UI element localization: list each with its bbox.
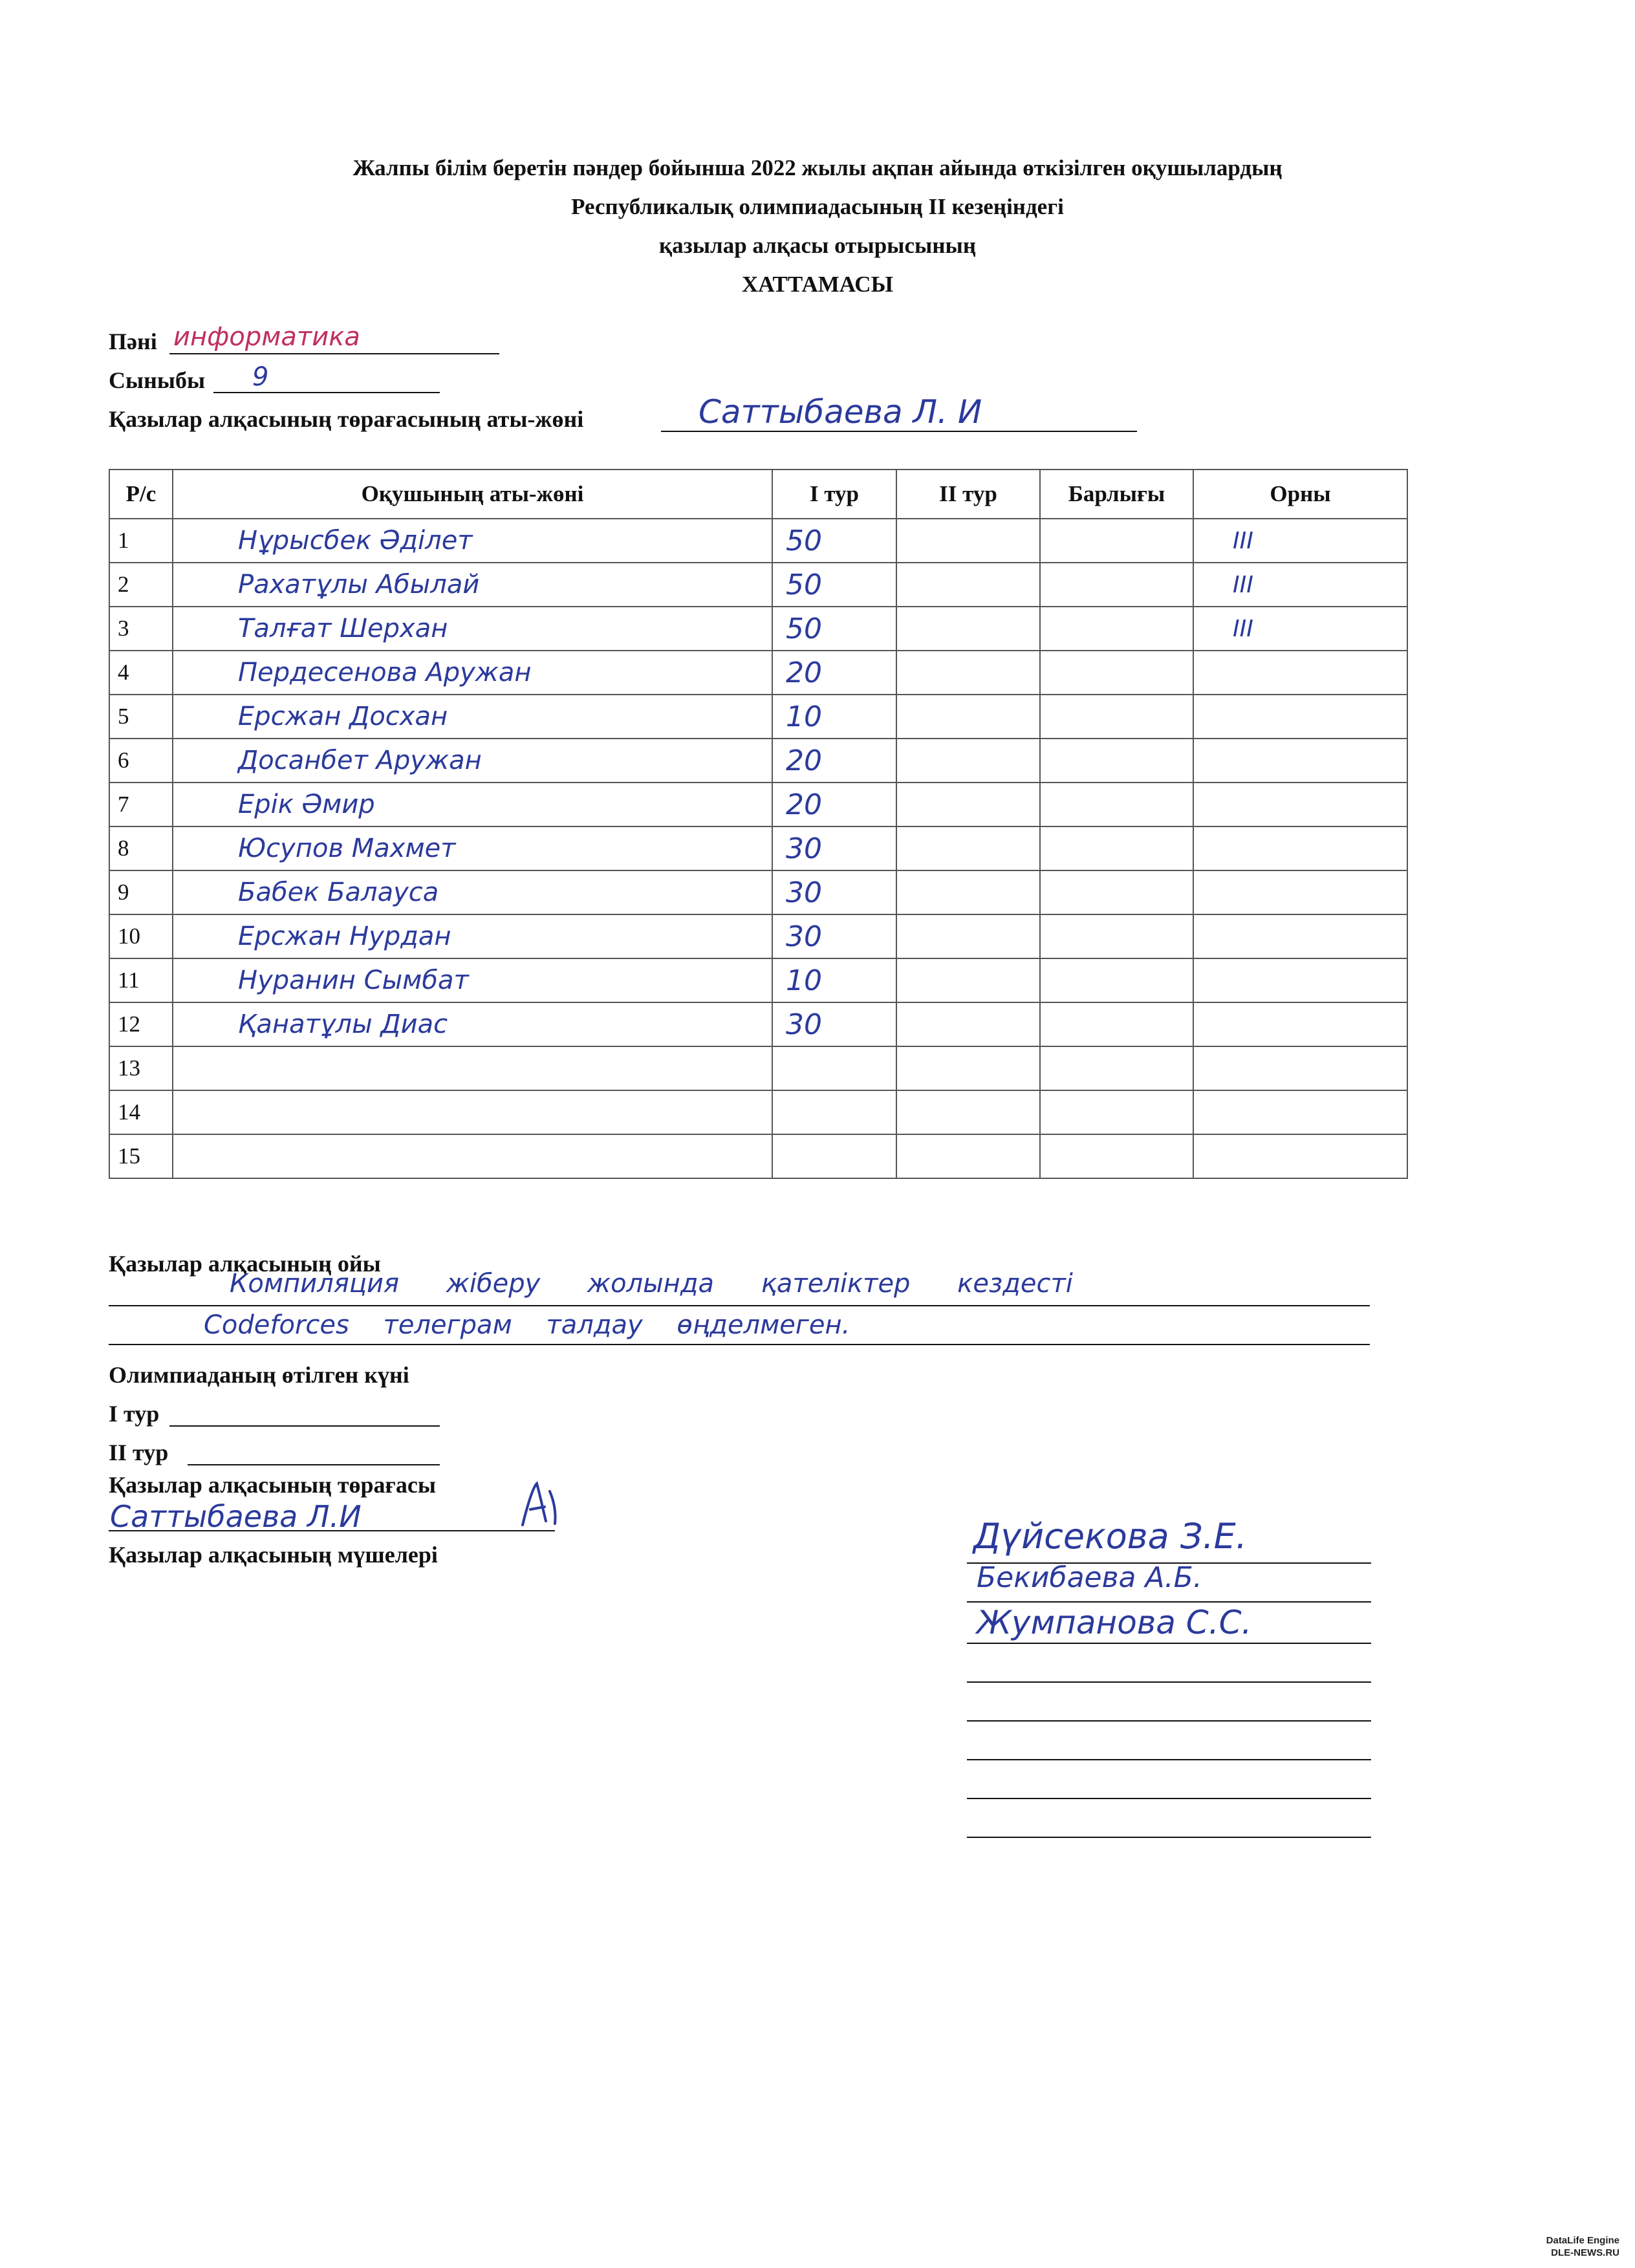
total-score bbox=[1040, 1002, 1193, 1046]
tour2-score bbox=[896, 695, 1040, 739]
table-row bbox=[109, 1134, 1407, 1178]
opinion-line-1: Компиляция жіберу жолында қателіктер кездесті bbox=[230, 1269, 1073, 1299]
total-score bbox=[1040, 695, 1193, 739]
table-row bbox=[109, 958, 1407, 1002]
table-row bbox=[109, 826, 1407, 870]
row-number: 9 bbox=[109, 870, 173, 914]
tour2-score bbox=[896, 826, 1040, 870]
col-header-total: Барлығы bbox=[1040, 470, 1193, 519]
student-name: Ерсжан Досхан bbox=[173, 695, 772, 739]
title-line-1: Жалпы білім беретін пәндер бойынша 2022 жылы ақпан айында өткізілген оқушылардың bbox=[352, 155, 1283, 180]
grade-label: Сыныбы bbox=[109, 367, 206, 393]
place bbox=[1193, 739, 1407, 783]
scores-table bbox=[109, 469, 1408, 1179]
total-score bbox=[1040, 1090, 1193, 1134]
title-line-2: Республикалық олимпиадасының II кезеңіндегі bbox=[571, 194, 1064, 219]
table-header-row bbox=[109, 470, 1407, 519]
title-line-3: қазылар алқасы отырысының bbox=[659, 233, 976, 258]
table-row bbox=[109, 651, 1407, 695]
place: III bbox=[1193, 519, 1407, 563]
tour1-score bbox=[772, 1046, 896, 1090]
tour2-score bbox=[896, 1002, 1040, 1046]
member-line-6 bbox=[967, 1758, 1371, 1760]
row-number: 8 bbox=[109, 826, 173, 870]
total-score bbox=[1040, 783, 1193, 826]
olympiad-date-label: Олимпиаданың өтілген күні bbox=[109, 1362, 409, 1388]
tour1-score: 50 bbox=[772, 519, 896, 563]
student-name: Ерсжан Нурдан bbox=[173, 914, 772, 958]
document-title bbox=[0, 149, 1635, 304]
total-score bbox=[1040, 651, 1193, 695]
place bbox=[1193, 1134, 1407, 1178]
total-score bbox=[1040, 739, 1193, 783]
footer-line-1: DataLife Engine bbox=[1546, 2235, 1619, 2246]
tour1-score: 30 bbox=[772, 914, 896, 958]
student-name: Нұрысбек Әділет bbox=[173, 519, 772, 563]
tour1-score: 30 bbox=[772, 1002, 896, 1046]
place: III bbox=[1193, 607, 1407, 651]
tour1-date-label: I тур bbox=[109, 1401, 160, 1427]
tour1-score: 20 bbox=[772, 651, 896, 695]
col-header-place: Орны bbox=[1193, 470, 1407, 519]
row-number: 3 bbox=[109, 607, 173, 651]
chair-signature: Саттыбаева Л.И bbox=[110, 1499, 362, 1534]
col-header-tour1: I тур bbox=[772, 470, 896, 519]
place bbox=[1193, 914, 1407, 958]
student-name: Бабек Балауса bbox=[173, 870, 772, 914]
place bbox=[1193, 870, 1407, 914]
tour1-score: 20 bbox=[772, 783, 896, 826]
tour2-score bbox=[896, 563, 1040, 607]
tour1-date-line bbox=[169, 1403, 440, 1427]
row-number: 6 bbox=[109, 739, 173, 783]
table-row bbox=[109, 914, 1407, 958]
table-row bbox=[109, 1046, 1407, 1090]
place: III bbox=[1193, 563, 1407, 607]
tour1-score bbox=[772, 1134, 896, 1178]
place bbox=[1193, 695, 1407, 739]
tour2-date-line bbox=[188, 1442, 440, 1465]
place bbox=[1193, 1002, 1407, 1046]
footer-line-2: DLE-NEWS.RU bbox=[1551, 2247, 1619, 2258]
table-row bbox=[109, 563, 1407, 607]
subject-value: информатика bbox=[173, 322, 360, 352]
table-row bbox=[109, 1002, 1407, 1046]
table-row bbox=[109, 739, 1407, 783]
tour2-score bbox=[896, 739, 1040, 783]
col-header-tour2: II тур bbox=[896, 470, 1040, 519]
member-line-4 bbox=[967, 1680, 1371, 1683]
place bbox=[1193, 826, 1407, 870]
tour2-score bbox=[896, 870, 1040, 914]
row-number: 12 bbox=[109, 1002, 173, 1046]
table-row bbox=[109, 519, 1407, 563]
row-number: 14 bbox=[109, 1090, 173, 1134]
tour2-score bbox=[896, 1090, 1040, 1134]
total-score bbox=[1040, 563, 1193, 607]
tour2-score bbox=[896, 783, 1040, 826]
tour2-score bbox=[896, 1134, 1040, 1178]
chair-initials-mark bbox=[517, 1478, 563, 1530]
row-number: 7 bbox=[109, 783, 173, 826]
tour1-score: 50 bbox=[772, 563, 896, 607]
tour1-score: 30 bbox=[772, 870, 896, 914]
total-score bbox=[1040, 826, 1193, 870]
row-number: 2 bbox=[109, 563, 173, 607]
footer-watermark bbox=[1546, 2234, 1619, 2259]
place bbox=[1193, 783, 1407, 826]
opinion-label: Қазылар алқасының ойы bbox=[109, 1251, 381, 1277]
tour1-score: 30 bbox=[772, 826, 896, 870]
table-row bbox=[109, 1090, 1407, 1134]
total-score bbox=[1040, 1134, 1193, 1178]
table-row bbox=[109, 695, 1407, 739]
tour2-score bbox=[896, 1046, 1040, 1090]
total-score bbox=[1040, 1046, 1193, 1090]
total-score bbox=[1040, 914, 1193, 958]
subject-label: Пәні bbox=[109, 329, 157, 354]
place bbox=[1193, 651, 1407, 695]
tour1-score: 50 bbox=[772, 607, 896, 651]
row-number: 15 bbox=[109, 1134, 173, 1178]
tour1-score: 10 bbox=[772, 958, 896, 1002]
tour1-score: 10 bbox=[772, 695, 896, 739]
total-score bbox=[1040, 870, 1193, 914]
tour2-score bbox=[896, 651, 1040, 695]
tour2-score bbox=[896, 958, 1040, 1002]
row-number: 1 bbox=[109, 519, 173, 563]
member-line-7 bbox=[967, 1797, 1371, 1799]
table-row bbox=[109, 607, 1407, 651]
tour1-score bbox=[772, 1090, 896, 1134]
member-line-2 bbox=[967, 1600, 1371, 1603]
total-score bbox=[1040, 607, 1193, 651]
student-name: Юсупов Махмет bbox=[173, 826, 772, 870]
chair-name-value: Саттыбаева Л. И bbox=[698, 393, 982, 431]
col-header-number: Р/с bbox=[109, 470, 173, 519]
table-row bbox=[109, 870, 1407, 914]
member-line-8 bbox=[967, 1835, 1371, 1838]
member-signature-3: Жумпанова С.С. bbox=[977, 1604, 1252, 1641]
title-line-4: ХАТТАМАСЫ bbox=[742, 272, 893, 297]
col-header-name: Оқушының аты-жөні bbox=[173, 470, 772, 519]
grade-value: 9 bbox=[252, 362, 269, 392]
member-signature-2: Бекибаева А.Б. bbox=[977, 1561, 1202, 1594]
total-score bbox=[1040, 958, 1193, 1002]
chair-label: Қазылар алқасының төрағасы bbox=[109, 1472, 436, 1498]
student-name: Талғат Шерхан bbox=[173, 607, 772, 651]
members-label: Қазылар алқасының мүшелері bbox=[109, 1542, 438, 1568]
tour2-score bbox=[896, 607, 1040, 651]
member-line-3 bbox=[967, 1641, 1371, 1644]
student-name: Нуранин Сымбат bbox=[173, 958, 772, 1002]
opinion-line-2: Codeforces телеграм талдау өңделмеген. bbox=[204, 1310, 850, 1340]
table-row bbox=[109, 783, 1407, 826]
member-line-5 bbox=[967, 1719, 1371, 1722]
tour2-score bbox=[896, 914, 1040, 958]
student-name: Рахатұлы Абылай bbox=[173, 563, 772, 607]
student-name bbox=[173, 1046, 772, 1090]
tour2-score bbox=[896, 519, 1040, 563]
row-number: 11 bbox=[109, 958, 173, 1002]
row-number: 4 bbox=[109, 651, 173, 695]
chair-name-label: Қазылар алқасының төрағасының аты-жөні bbox=[109, 406, 584, 432]
student-name: Пердесенова Аружан bbox=[173, 651, 772, 695]
tour1-score: 20 bbox=[772, 739, 896, 783]
place bbox=[1193, 1046, 1407, 1090]
row-number: 5 bbox=[109, 695, 173, 739]
tour2-date-label: II тур bbox=[109, 1440, 169, 1465]
student-name bbox=[173, 1134, 772, 1178]
student-name bbox=[173, 1090, 772, 1134]
student-name: Ерік Әмир bbox=[173, 783, 772, 826]
student-name: Досанбет Аружан bbox=[173, 739, 772, 783]
total-score bbox=[1040, 519, 1193, 563]
member-signature-1: Дүйсекова З.Е. bbox=[973, 1516, 1247, 1557]
grade-underline bbox=[213, 369, 440, 393]
place bbox=[1193, 958, 1407, 1002]
place bbox=[1193, 1090, 1407, 1134]
student-name: Қанатұлы Диас bbox=[173, 1002, 772, 1046]
row-number: 10 bbox=[109, 914, 173, 958]
row-number: 13 bbox=[109, 1046, 173, 1090]
